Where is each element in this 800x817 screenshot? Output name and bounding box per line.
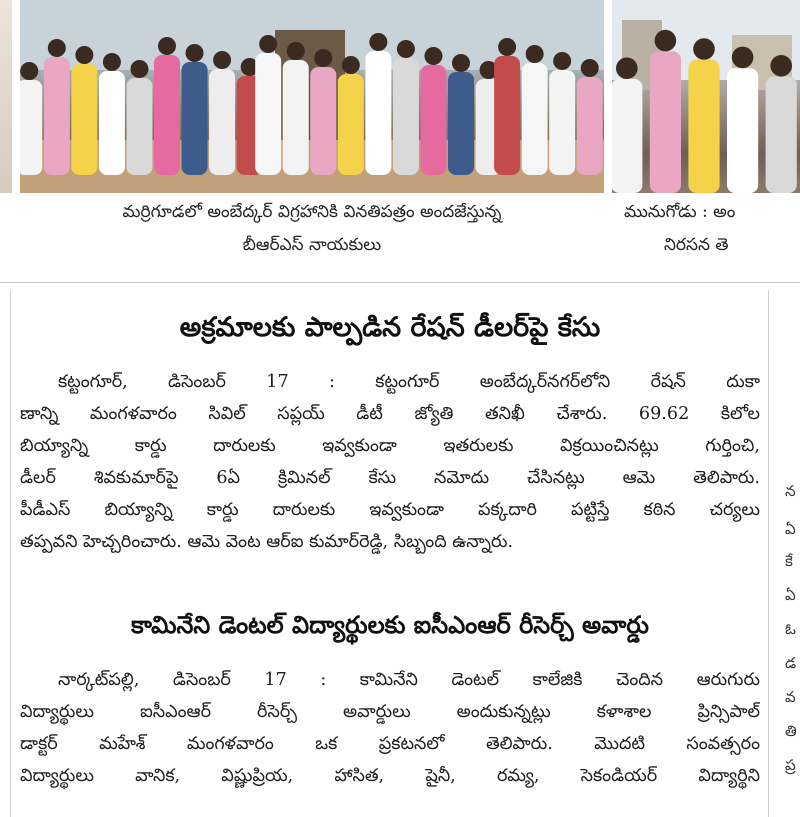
- crowd-figure-head: [103, 53, 121, 71]
- crowd-figure: [126, 78, 152, 175]
- crowd-figure-head: [213, 51, 231, 69]
- crowd-figure: [549, 70, 575, 175]
- crowd-figure-head: [770, 55, 792, 77]
- crowd-figure-head: [314, 49, 332, 67]
- adjacent-column-fragment: న: [785, 482, 796, 500]
- crowd-figure-head: [342, 56, 360, 74]
- adjacent-column-fragment: కే: [785, 552, 793, 570]
- crowd-figure: [522, 63, 548, 175]
- crowd-figure: [612, 79, 642, 193]
- crowd-figure: [365, 51, 391, 175]
- caption-line: బీఆర్ఎస్ నాయకులు: [242, 235, 382, 255]
- crowd-illustration: [20, 0, 604, 193]
- crowd-figure-head: [553, 52, 571, 70]
- protest-illustration: [612, 0, 800, 193]
- article-body: [20, 664, 760, 792]
- body-line: పీడీఎస్ బియ్యాన్ని కార్డు దారులకు ఇవ్వకుండా పక్కదారి పట్టిస్తే కఠిన చర్యలు: [20, 500, 760, 520]
- body-line: బియ్యాన్ని కార్డు దారులకు ఇవ్వకుండా ఇతరులకు విక్రయించినట్లు గుర్తించి,: [20, 436, 760, 456]
- crowd-figure: [20, 80, 42, 175]
- section-divider: [0, 282, 800, 283]
- crowd-figure-head: [20, 62, 38, 80]
- crowd-figure: [766, 77, 797, 193]
- body-line: విద్యార్థులు ఐసీఎంఆర్ రీసెర్చ్ అవార్డులు అందుకున్నట్లు కళాశాల ప్రిన్సిపాల్: [20, 702, 760, 722]
- article-headline: అక్రమాలకు పాల్పడిన రేషన్ డీలర్‌పై కేసు: [179, 312, 601, 343]
- photo-caption-right: [624, 196, 800, 262]
- crowd-figure: [688, 60, 719, 193]
- crowd-figure: [283, 60, 309, 175]
- crowd-figure: [338, 74, 364, 175]
- adjacent-column-fragment: ఏ: [785, 520, 796, 538]
- adjacent-column-fragment: ఓ: [785, 620, 796, 638]
- adjacent-column-fragment: ప్ర: [785, 756, 796, 774]
- crowd-figure: [420, 65, 446, 175]
- crowd-figure-head: [48, 39, 66, 57]
- crowd-figure-head: [655, 30, 677, 52]
- crowd-figure-head: [158, 37, 176, 55]
- body-line: నార్కట్‌పల్లి, డిసెంబర్ 17 : కామినేని డెంటల్ కాలేజికి చెందిన ఆరుగురు: [58, 670, 760, 690]
- article-headline: కామినేని డెంటల్ విద్యార్థులకు ఐసీఎంఆర్ రీసెర్చ్ అవార్డు: [131, 611, 649, 639]
- caption-line: మర్రిగూడలో అంబేద్కర్ విగ్రహానికి వినతిపత్రం అందజేస్తున్న: [122, 202, 502, 222]
- caption-line: మునుగోడు : అం: [624, 202, 736, 222]
- crowd-figure-head: [130, 60, 148, 78]
- crowd-figure: [494, 56, 520, 175]
- crowd-figure-head: [452, 54, 470, 72]
- crowd-figure-head: [581, 59, 599, 77]
- crowd-figure-head: [616, 57, 638, 79]
- crowd-figure: [650, 51, 681, 193]
- body-line: డీలర్ శివకుమార్‌పై 6ఏ క్రిమినల్ కేసు నమోదు చేసినట్లు ఆమె తెలిపారు.: [20, 468, 760, 488]
- crowd-figure-head: [287, 42, 305, 60]
- crowd-figure: [44, 57, 70, 175]
- crowd-figure-head: [424, 47, 442, 65]
- crowd-figure: [71, 64, 97, 175]
- adjacent-photo-edge: [0, 0, 12, 193]
- crowd-figure: [310, 67, 336, 175]
- article-body: [20, 366, 760, 558]
- crowd-figure: [154, 55, 180, 175]
- crowd-figure: [209, 69, 235, 175]
- crowd-figure-head: [732, 47, 754, 69]
- photo-protest-munugode: [612, 0, 800, 193]
- body-line: విద్యార్థులు వానిక, విష్ణుప్రియ, హాసిత, షైనీ, రమ్య, సెకండియర్ విద్యార్థిని: [20, 766, 760, 786]
- crowd-figure-head: [397, 40, 415, 58]
- crowd-figure-head: [369, 33, 387, 51]
- crowd-figure: [448, 72, 474, 175]
- caption-line: నిరసన తె: [664, 235, 729, 255]
- crowd-figure: [577, 77, 603, 175]
- adjacent-column-fragment: ఏ: [785, 586, 796, 604]
- crowd-figure-head: [259, 35, 277, 53]
- body-line: ణాన్ని మంగళవారం సివిల్ సప్లయ్ డీటీ జ్యోతి తనిఖీ చేశారు. 69.62 కిలోల: [20, 404, 760, 424]
- column-rule-right: [768, 290, 769, 817]
- crowd-figure: [182, 62, 208, 175]
- body-line: తప్పవని హెచ్చరించారు. ఆమె వెంట ఆర్ఐ కుమార్‌రెడ్డి, సిబ్బంది ఉన్నారు.: [20, 532, 514, 552]
- photo-caption-left: [20, 196, 604, 262]
- crowd-figure: [255, 53, 281, 175]
- crowd-figure-head: [186, 44, 204, 62]
- crowd-figure: [393, 58, 419, 175]
- crowd-figure: [99, 71, 125, 175]
- column-rule-left: [10, 290, 11, 817]
- adjacent-column-fragment: వ: [785, 688, 796, 706]
- adjacent-column-fragment: తి: [785, 722, 797, 740]
- body-line: కట్టంగూర్, డిసెంబర్ 17 : కట్టంగూర్ అంబేద్కర్‌నగర్‌లోని రేషన్ దుకా: [58, 372, 760, 392]
- body-line: డాక్టర్ మహేశ్ మంగళవారం ఒక ప్రకటనలో తెలిపారు. మొదటి సంవత్సరం: [20, 734, 760, 754]
- crowd-figure-head: [526, 45, 544, 63]
- crowd-figure-head: [75, 46, 93, 64]
- crowd-figure-head: [693, 38, 715, 60]
- crowd-figure: [727, 68, 758, 193]
- adjacent-column-fragment: డ: [785, 654, 797, 672]
- crowd-figure-head: [498, 38, 516, 56]
- photo-leaders-at-ambedkar-statue: [20, 0, 604, 193]
